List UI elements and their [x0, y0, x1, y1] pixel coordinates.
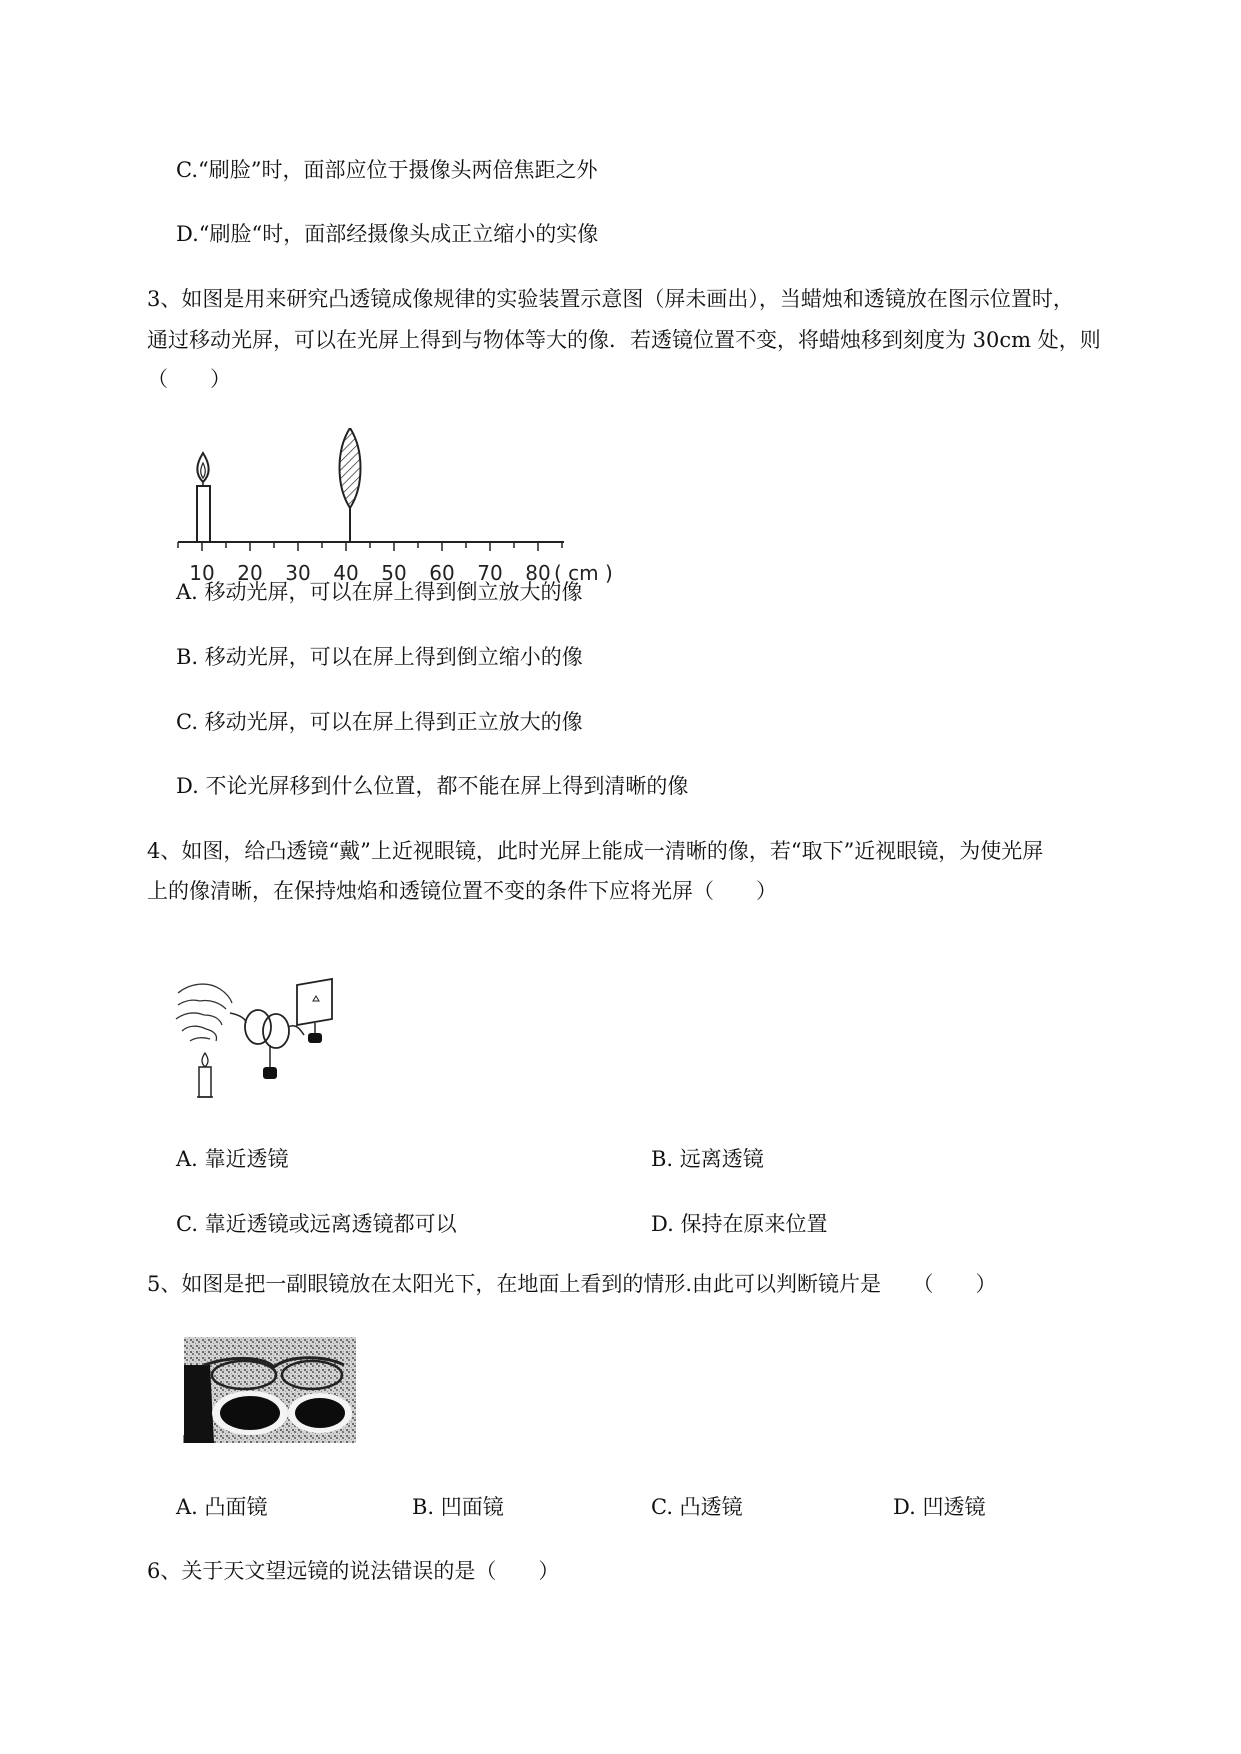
q5-option-d: D. 凹透镜 [893, 1495, 986, 1519]
q5-stem-line1: 5、如图是把一副眼镜放在太阳光下，在地面上看到的情形.由此可以判断镜片是 （ ） [147, 1272, 997, 1296]
ruler-tick-label: 60 [429, 561, 455, 585]
ruler-unit-label: ( cm ) [554, 561, 613, 585]
light-screen [297, 979, 332, 1025]
convex-lens [340, 428, 361, 508]
glasses-left-lens [245, 1010, 271, 1044]
hand-sketch [176, 984, 232, 1041]
ruler-tick-label: 30 [285, 561, 311, 585]
ruler-tick-label: 70 [477, 561, 503, 585]
lens-stand-base [263, 1067, 277, 1079]
ruler-tick-label: 20 [237, 561, 263, 585]
q3-option-d: D. 不论光屏移到什么位置，都不能在屏上得到清晰的像 [176, 774, 689, 798]
q6-stem-line1: 6、关于天文望远镜的说法错误的是（ ） [147, 1559, 560, 1583]
q4-stem-line2: 上的像清晰，在保持烛焰和透镜位置不变的条件下应将光屏（ ） [147, 879, 777, 903]
q3-option-a: A. 移动光屏，可以在屏上得到倒立放大的像 [176, 580, 583, 604]
q5-option-b: B. 凹面镜 [412, 1495, 504, 1519]
screen-stand-base [308, 1033, 322, 1043]
q2-option-d: D.“刷脸“时，面部经摄像头成正立缩小的实像 [176, 222, 599, 246]
q3-stem-line1: 3、如图是用来研究凸透镜成像规律的实验装置示意图（屏未画出），当蜡烛和透镜放在图示位置时， [147, 287, 1074, 311]
q2-option-c: C.“刷脸”时，面部应位于摄像头两倍焦距之外 [176, 158, 598, 182]
q3-optical-bench-figure [170, 428, 630, 593]
ruler-tick-label: 50 [381, 561, 407, 585]
q3-option-c: C. 移动光屏，可以在屏上得到正立放大的像 [176, 710, 583, 734]
ruler-tick-label: 40 [333, 561, 359, 585]
q5-option-a: A. 凸面镜 [176, 1495, 268, 1519]
left-lens-shadow [220, 1396, 280, 1430]
glasses-right-lens [263, 1014, 289, 1048]
candle-body-small [199, 1067, 211, 1097]
q4-stem-line1: 4、如图，给凸透镜“戴”上近视眼镜，此时光屏上能成一清晰的像，若“取下”近视眼镜，为使光屏 [147, 839, 1044, 863]
q5-glasses-shadow-photo [174, 1335, 364, 1447]
ruler-tick-label: 80 [525, 561, 551, 585]
q3-option-b: B. 移动光屏，可以在屏上得到倒立缩小的像 [176, 645, 583, 669]
q4-option-a: A. 靠近透镜 [176, 1147, 289, 1171]
ruler-tick-label: 10 [189, 561, 215, 585]
q3-stem-line3: （ ） [147, 367, 231, 391]
q5-option-c: C. 凸透镜 [651, 1495, 743, 1519]
right-lens-shadow [295, 1398, 345, 1428]
q4-option-c: C. 靠近透镜或远离透镜都可以 [176, 1212, 457, 1236]
candle-body [197, 486, 210, 542]
q3-stem-line2: 通过移动光屏，可以在光屏上得到与物体等大的像．若透镜位置不变，将蜡烛移到刻度为 30cm 处，则 [147, 328, 1101, 352]
candle-flame-small [202, 1053, 208, 1067]
q4-lens-and-glasses-figure [170, 975, 350, 1105]
q4-option-b: B. 远离透镜 [651, 1147, 764, 1171]
q4-option-d: D. 保持在原来位置 [651, 1212, 828, 1236]
